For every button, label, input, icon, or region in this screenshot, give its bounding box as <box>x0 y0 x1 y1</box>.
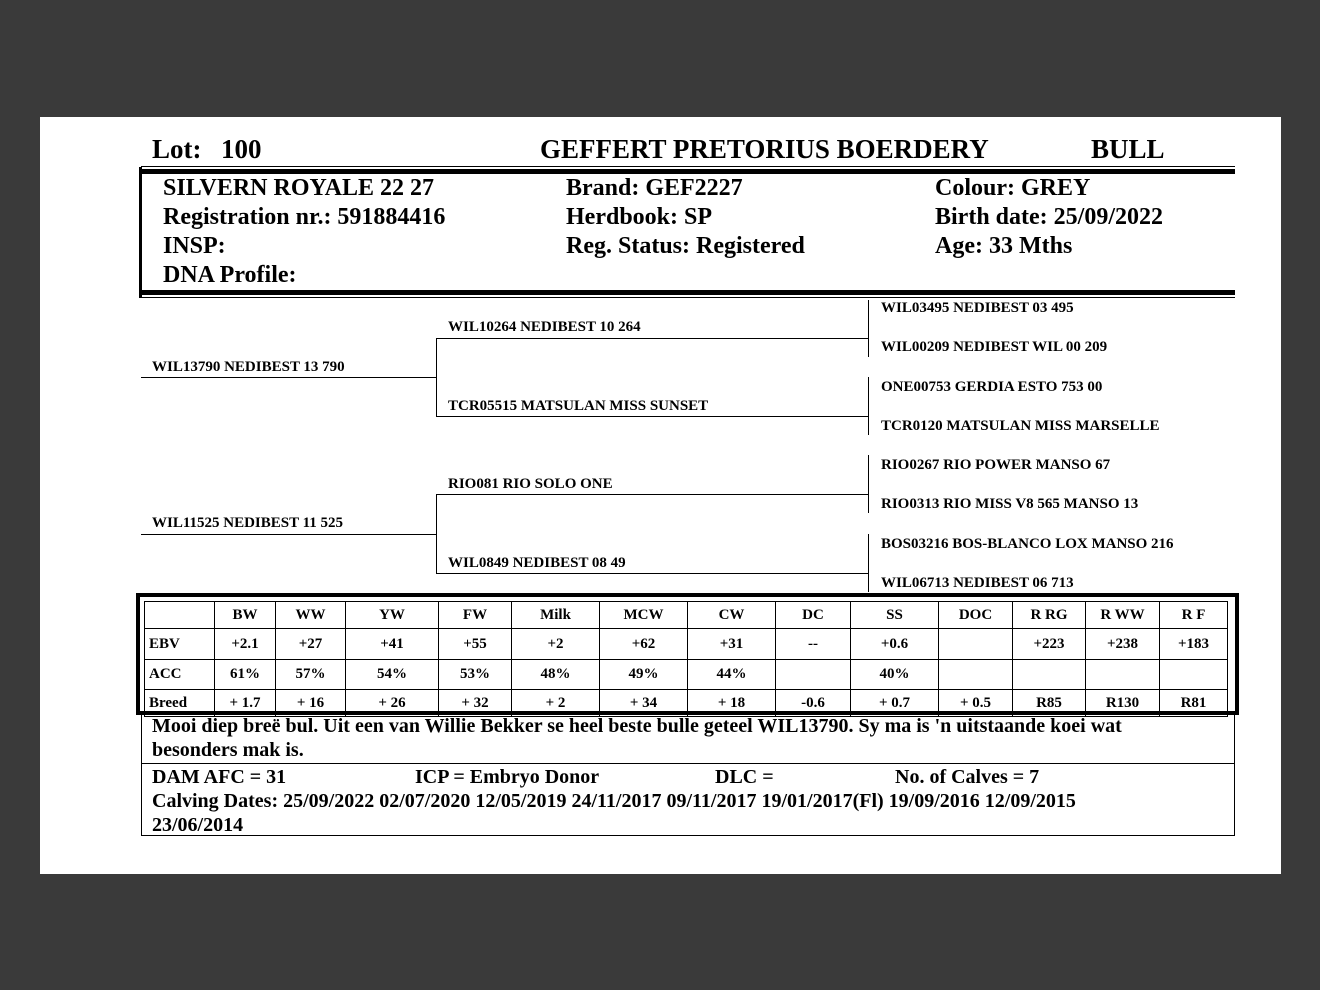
dam-info-box <box>141 763 1235 836</box>
ebv-header-row <box>145 602 1228 629</box>
ggp-8: WIL06713 NEDIBEST 06 713 <box>881 575 1074 591</box>
sire-sire-line <box>436 338 869 339</box>
dam-dam-name: WIL0849 NEDIBEST 08 49 <box>448 555 626 571</box>
birth-date-field: Birth date: 25/09/2022 <box>935 204 1163 230</box>
comment-line-1: Mooi diep breë bul. Uit een van Willie Bekker se heel beste bulle geteel WIL13790. Sy ma is 'n uitstaande koei wat <box>152 715 1122 737</box>
info-rule-thin <box>139 297 1235 298</box>
cell: +0.6 <box>851 629 939 660</box>
cell: + 26 <box>346 690 439 717</box>
ggp-1: WIL03495 NEDIBEST 03 495 <box>881 300 1074 316</box>
ebv-col-cw: CW <box>688 602 776 629</box>
ebv-row-ebv <box>145 629 1228 660</box>
ebv-col-ww: WW <box>276 602 346 629</box>
cell <box>939 660 1013 690</box>
comment-box <box>141 714 1235 764</box>
cell: + 16 <box>276 690 346 717</box>
dam-calves: No. of Calves = 7 <box>895 766 1040 788</box>
cell: +55 <box>439 629 512 660</box>
ebv-col-ss: SS <box>851 602 939 629</box>
cell: -0.6 <box>776 690 851 717</box>
lot-label: Lot: <box>152 134 202 164</box>
ggp-branch-3 <box>868 455 869 513</box>
dam-branch <box>436 495 437 573</box>
sex-label: BULL <box>1091 134 1165 164</box>
ggp-2: WIL00209 NEDIBEST WIL 00 209 <box>881 339 1108 355</box>
herdbook-field: Herdbook: SP <box>566 204 713 230</box>
ggp-6: RIO0313 RIO MISS V8 565 MANSO 13 <box>881 496 1139 512</box>
ebv-row-breed <box>145 690 1228 717</box>
ggp-7: BOS03216 BOS-BLANCO LOX MANSO 216 <box>881 536 1174 552</box>
sire-dam-line <box>436 416 869 417</box>
ebv-col-rf: R F <box>1160 602 1228 629</box>
cell: 40% <box>851 660 939 690</box>
cell: + 0.5 <box>939 690 1013 717</box>
cell: -- <box>776 629 851 660</box>
cell: 44% <box>688 660 776 690</box>
ebv-col-mcw: MCW <box>600 602 688 629</box>
insp-field: INSP: <box>163 233 226 259</box>
sire-line <box>141 377 437 378</box>
ebv-col-dc: DC <box>776 602 851 629</box>
cell <box>776 660 851 690</box>
cell: R85 <box>1013 690 1086 717</box>
cell: + 0.7 <box>851 690 939 717</box>
cell: 61% <box>215 660 276 690</box>
sire-sire-name: WIL10264 NEDIBEST 10 264 <box>448 319 641 335</box>
ebv-row-acc <box>145 660 1228 690</box>
ggp-5: RIO0267 RIO POWER MANSO 67 <box>881 457 1111 473</box>
cell: 49% <box>600 660 688 690</box>
ebv-col-yw: YW <box>346 602 439 629</box>
ggp-branch-4 <box>868 534 869 592</box>
breeder-name: GEFFERT PRETORIUS BOERDERY <box>540 134 989 164</box>
row-label: EBV <box>145 629 215 660</box>
cell: + 18 <box>688 690 776 717</box>
cell: 57% <box>276 660 346 690</box>
ggp-4: TCR0120 MATSULAN MISS MARSELLE <box>881 418 1160 434</box>
colour-field: Colour: GREY <box>935 175 1091 201</box>
cell <box>1086 660 1160 690</box>
cell: R81 <box>1160 690 1228 717</box>
cell: +183 <box>1160 629 1228 660</box>
ebv-col-rww: R WW <box>1086 602 1160 629</box>
ebv-col-doc: DOC <box>939 602 1013 629</box>
ebv-table <box>144 601 1228 717</box>
ggp-branch-2 <box>868 377 869 435</box>
cell: 53% <box>439 660 512 690</box>
ebv-col-blank <box>145 602 215 629</box>
brand-field: Brand: GEF2227 <box>566 175 743 201</box>
age-field: Age: 33 Mths <box>935 233 1073 259</box>
cell: +41 <box>346 629 439 660</box>
sire-branch <box>436 339 437 417</box>
cell: + 2 <box>512 690 600 717</box>
dam-sire-name: RIO081 RIO SOLO ONE <box>448 476 613 492</box>
cell: +2 <box>512 629 600 660</box>
ggp-branch-1 <box>868 300 869 357</box>
cell: R130 <box>1086 690 1160 717</box>
ebv-col-milk: Milk <box>512 602 600 629</box>
info-rule-thick <box>139 290 1235 295</box>
animal-name: SILVERN ROYALE 22 27 <box>163 175 434 201</box>
ggp-3: ONE00753 GERDIA ESTO 753 00 <box>881 379 1103 395</box>
cell: +223 <box>1013 629 1086 660</box>
sire-dam-name: TCR05515 MATSULAN MISS SUNSET <box>448 398 709 414</box>
dna-profile-field: DNA Profile: <box>163 262 297 288</box>
cell: +238 <box>1086 629 1160 660</box>
cell: +62 <box>600 629 688 660</box>
cell: +31 <box>688 629 776 660</box>
row-label: ACC <box>145 660 215 690</box>
ebv-col-fw: FW <box>439 602 512 629</box>
cell: + 34 <box>600 690 688 717</box>
ebv-col-rrg: R RG <box>1013 602 1086 629</box>
calving-dates-line-1: Calving Dates: 25/09/2022 02/07/2020 12/05/2019 24/11/2017 09/11/2017 19/01/2017(Fl) 19/09/2016 12/09/2015 <box>152 790 1076 812</box>
cell: + 32 <box>439 690 512 717</box>
dam-icp: ICP = Embryo Donor <box>415 766 600 788</box>
comment-line-2: besonders mak is. <box>152 739 304 761</box>
registration-number: Registration nr.: 591884416 <box>163 204 446 230</box>
dam-sire-line <box>436 494 869 495</box>
dam-line <box>141 534 437 535</box>
header-rule-thin <box>141 166 1235 167</box>
reg-status-field: Reg. Status: Registered <box>566 233 805 259</box>
cell: +27 <box>276 629 346 660</box>
calving-dates-line-2: 23/06/2014 <box>152 814 244 836</box>
cell <box>939 629 1013 660</box>
cell: 48% <box>512 660 600 690</box>
cell <box>1160 660 1228 690</box>
cell: + 1.7 <box>215 690 276 717</box>
info-left-border <box>139 167 142 297</box>
header-rule-thick <box>141 169 1235 174</box>
sire-name: WIL13790 NEDIBEST 13 790 <box>152 359 345 375</box>
ebv-col-bw: BW <box>215 602 276 629</box>
dam-dlc: DLC = <box>715 766 774 788</box>
cell: +2.1 <box>215 629 276 660</box>
row-label: Breed <box>145 690 215 717</box>
lot-card <box>40 117 1281 874</box>
cell: 54% <box>346 660 439 690</box>
dam-afc: DAM AFC = 31 <box>152 766 287 788</box>
dam-name: WIL11525 NEDIBEST 11 525 <box>152 515 344 531</box>
dam-dam-line <box>436 573 869 574</box>
lot-number: 100 <box>221 134 262 164</box>
cell <box>1013 660 1086 690</box>
